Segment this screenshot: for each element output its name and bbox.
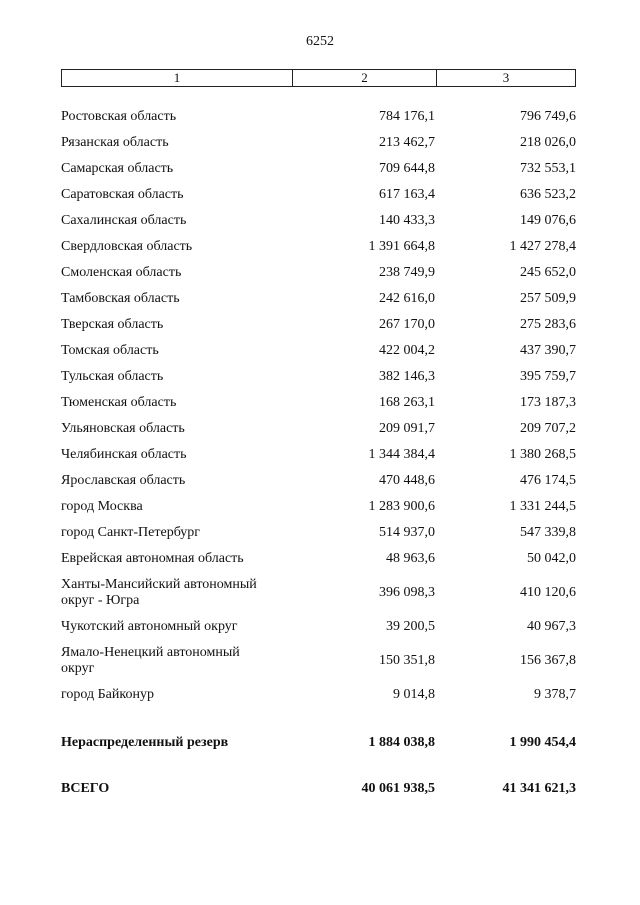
table-row [61, 640, 576, 682]
value-col-2: 1 283 900,6 [368, 499, 435, 514]
table-row [61, 338, 576, 364]
region-name: Ульяновская область [61, 421, 185, 436]
table-row [61, 182, 576, 208]
column-header-row [61, 69, 576, 87]
table-row [61, 104, 576, 130]
table-row [61, 156, 576, 182]
table-row [61, 260, 576, 286]
value-col-3: 275 283,6 [520, 317, 576, 332]
value-col-2: 238 749,9 [379, 265, 435, 280]
value-col-2: 150 351,8 [379, 653, 435, 668]
value-col-3: 149 076,6 [520, 213, 576, 228]
region-name: Ярославская область [61, 473, 186, 488]
table-row [61, 520, 576, 546]
region-name: Свердловская область [61, 239, 193, 254]
reserve-value-col-3: 1 990 454,4 [509, 735, 576, 750]
value-col-3: 1 331 244,5 [509, 499, 576, 514]
value-col-2: 213 462,7 [379, 135, 435, 150]
value-col-3: 410 120,6 [520, 585, 576, 600]
table-row [61, 364, 576, 390]
table-row [61, 572, 576, 614]
value-col-3: 40 967,3 [527, 619, 576, 634]
region-name: Тюменская область [61, 395, 177, 410]
value-col-3: 257 509,9 [520, 291, 576, 306]
value-col-2: 709 644,8 [379, 161, 435, 176]
column-header-3: 3 [502, 70, 510, 85]
table-row [61, 494, 576, 520]
region-name: Ростовская область [61, 109, 177, 124]
reserve-value-col-2: 1 884 038,8 [368, 735, 435, 750]
value-col-2: 396 098,3 [379, 585, 435, 600]
value-col-2: 784 176,1 [379, 109, 435, 124]
value-col-3: 476 174,5 [520, 473, 576, 488]
table-row [61, 208, 576, 234]
value-col-3: 636 523,2 [520, 187, 576, 202]
region-name: Тамбовская область [61, 291, 180, 306]
region-name: город Санкт-Петербург [61, 525, 201, 540]
value-col-3: 547 339,8 [520, 525, 576, 540]
value-col-3: 245 652,0 [520, 265, 576, 280]
value-col-2: 470 448,6 [379, 473, 435, 488]
value-col-2: 140 433,3 [379, 213, 435, 228]
value-col-3: 9 378,7 [534, 687, 576, 702]
region-name: Сахалинская область [61, 213, 187, 228]
total-value-col-2: 40 061 938,5 [361, 781, 435, 796]
region-name: Еврейская автономная область [61, 551, 244, 566]
table-row [61, 234, 576, 260]
region-name: Ханты-Мансийский автономный округ - Югра [61, 577, 257, 608]
reserve-row [61, 730, 576, 756]
reserve-label: Нераспределенный резерв [61, 735, 229, 750]
total-row [61, 776, 576, 802]
table-row [61, 614, 576, 640]
region-name: Саратовская область [61, 187, 184, 202]
value-col-2: 242 616,0 [379, 291, 435, 306]
region-name: Чукотский автономный округ [61, 619, 238, 634]
table-row [61, 546, 576, 572]
table-body [61, 104, 576, 802]
region-name: Рязанская область [61, 135, 169, 150]
region-name: Тульская область [61, 369, 164, 384]
value-col-2: 267 170,0 [379, 317, 435, 332]
value-col-2: 422 004,2 [379, 343, 435, 358]
table-row [61, 416, 576, 442]
region-name: Смоленская область [61, 265, 182, 280]
region-name: Ямало-Ненецкий автономный округ [61, 645, 240, 676]
table-row [61, 312, 576, 338]
value-col-3: 50 042,0 [527, 551, 576, 566]
value-col-2: 209 091,7 [379, 421, 435, 436]
value-col-3: 156 367,8 [520, 653, 576, 668]
table-row [61, 468, 576, 494]
region-name: Томская область [61, 343, 159, 358]
value-col-2: 382 146,3 [379, 369, 435, 384]
value-col-2: 39 200,5 [386, 619, 435, 634]
table-row [61, 130, 576, 156]
value-col-3: 1 380 268,5 [509, 447, 576, 462]
value-col-2: 617 163,4 [379, 187, 435, 202]
region-name: Самарская область [61, 161, 174, 176]
value-col-3: 209 707,2 [520, 421, 576, 436]
page-number: 6252 [306, 34, 334, 49]
value-col-3: 173 187,3 [520, 395, 576, 410]
table-row [61, 286, 576, 312]
column-header-2: 2 [293, 70, 437, 86]
total-value-col-3: 41 341 621,3 [502, 781, 576, 796]
table-row [61, 682, 576, 708]
table-row [61, 442, 576, 468]
region-name: город Москва [61, 499, 143, 514]
value-col-2: 168 263,1 [379, 395, 435, 410]
value-col-3: 1 427 278,4 [509, 239, 576, 254]
value-col-3: 437 390,7 [520, 343, 576, 358]
region-name: город Байконур [61, 687, 154, 702]
value-col-3: 218 026,0 [520, 135, 576, 150]
region-name: Челябинская область [61, 447, 187, 462]
column-header-1: 1 [62, 70, 293, 86]
value-col-2: 9 014,8 [393, 687, 435, 702]
value-col-2: 1 344 384,4 [368, 447, 435, 462]
value-col-3: 796 749,6 [520, 109, 576, 124]
region-name: Тверская область [61, 317, 164, 332]
value-col-3: 732 553,1 [520, 161, 576, 176]
value-col-2: 514 937,0 [379, 525, 435, 540]
value-col-2: 48 963,6 [386, 551, 435, 566]
total-label: ВСЕГО [61, 781, 110, 796]
table-row [61, 390, 576, 416]
value-col-3: 395 759,7 [520, 369, 576, 384]
value-col-2: 1 391 664,8 [368, 239, 435, 254]
